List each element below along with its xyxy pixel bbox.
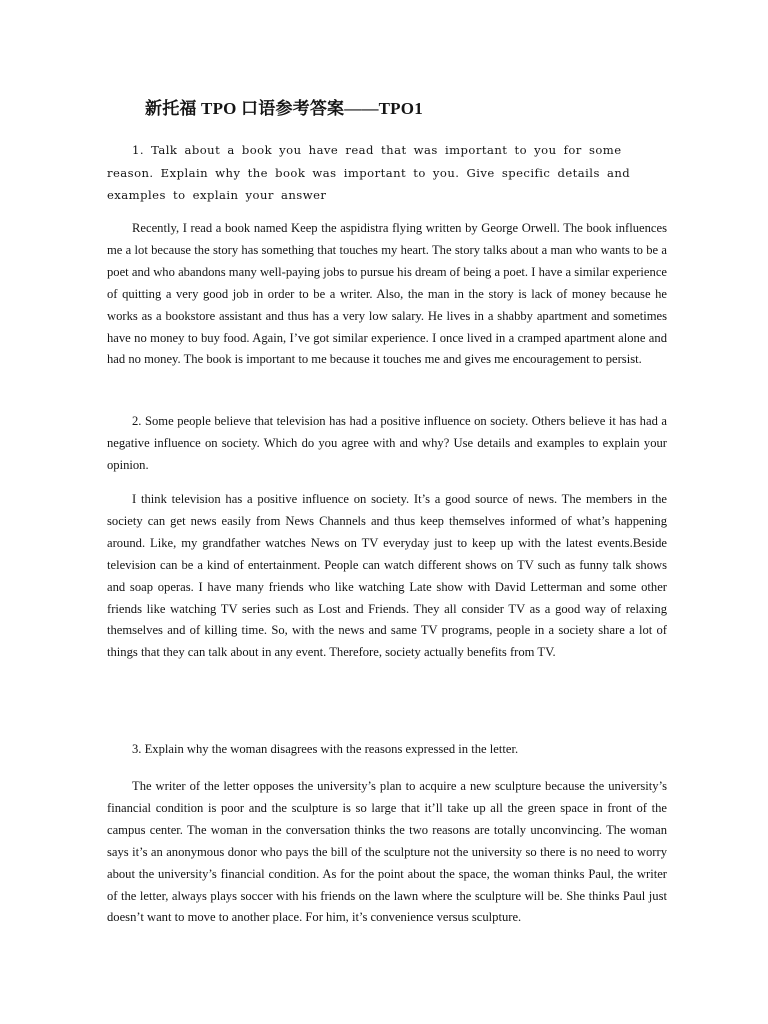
answer-1: Recently, I read a book named Keep the aspidistra flying written by George Orwell. The book influences me a lot because the story has something that touches my heart. The story talks about a man who wants to be a poet and who abandons many well-paying jobs to pursue his dream of being a poet. I have a similar experience of quitting a very good job in order to be a writer. Also, the man in the story is lack of money because he works as a bookstore assistant and thus has a very low salary. He lives in a shabby apartment and sometimes have no money to buy food. Again, I’ve got similar experience. I once lived in a cramped apartment alone and had no money. The book is important to me because it touches me and gives me encouragement to persist. <box>107 221 667 367</box>
answer-2: I think television has a positive influence on society. It’s a good source of news. The members in the society can get news easily from News Channels and thus keep themselves informed of what’s happening around. Like, my grandfather watches News on TV everyday just to keep up with the latest events.Beside television can be a kind of entertainment. People can watch different shows on TV such as funny talk shows and soap operas. I have many friends who like watching Late show with David Letterman and some other friends like watching TV series such as Lost and Friends. They all consider TV as a good way of relaxing themselves and of killing time. So, with the news and same TV programs, people in a society share a lot of things that they can talk about in any event. Therefore, society actually benefits from TV. <box>107 492 667 660</box>
document-title: 新托福 TPO 口语参考答案——TPO1 <box>145 99 423 118</box>
question-2: 2. Some people believe that television has had a positive influence on society. Others believe it has had a negative influence on society. Which do you agree with and why? Use details and examples to explain your opinion. <box>107 414 667 472</box>
question-1: 1. Talk about a book you have read that was important to you for some reason. Explain why the book was important to you. Give specific details and examples to explain your answer <box>107 143 631 202</box>
answer-3: The writer of the letter opposes the university’s plan to acquire a new sculpture because the university’s financial condition is poor and the sculpture is so large that it’ll take up all the green space in front of the campus center. The woman in the conversation thinks the two reasons are totally unconvincing. The woman says it’s an anonymous donor who pays the bill of the sculpture not the university so there is no need to worry about the university’s financial condition. As for the point about the space, the woman thinks Paul, the writer of the letter, always plays soccer with his friends on the lawn where the sculpture will be. She thinks Paul just doesn’t want to move to another place. For him, it’s convenience versus sculpture. <box>107 779 667 925</box>
question-3: 3. Explain why the woman disagrees with the reasons expressed in the letter. <box>132 742 519 756</box>
